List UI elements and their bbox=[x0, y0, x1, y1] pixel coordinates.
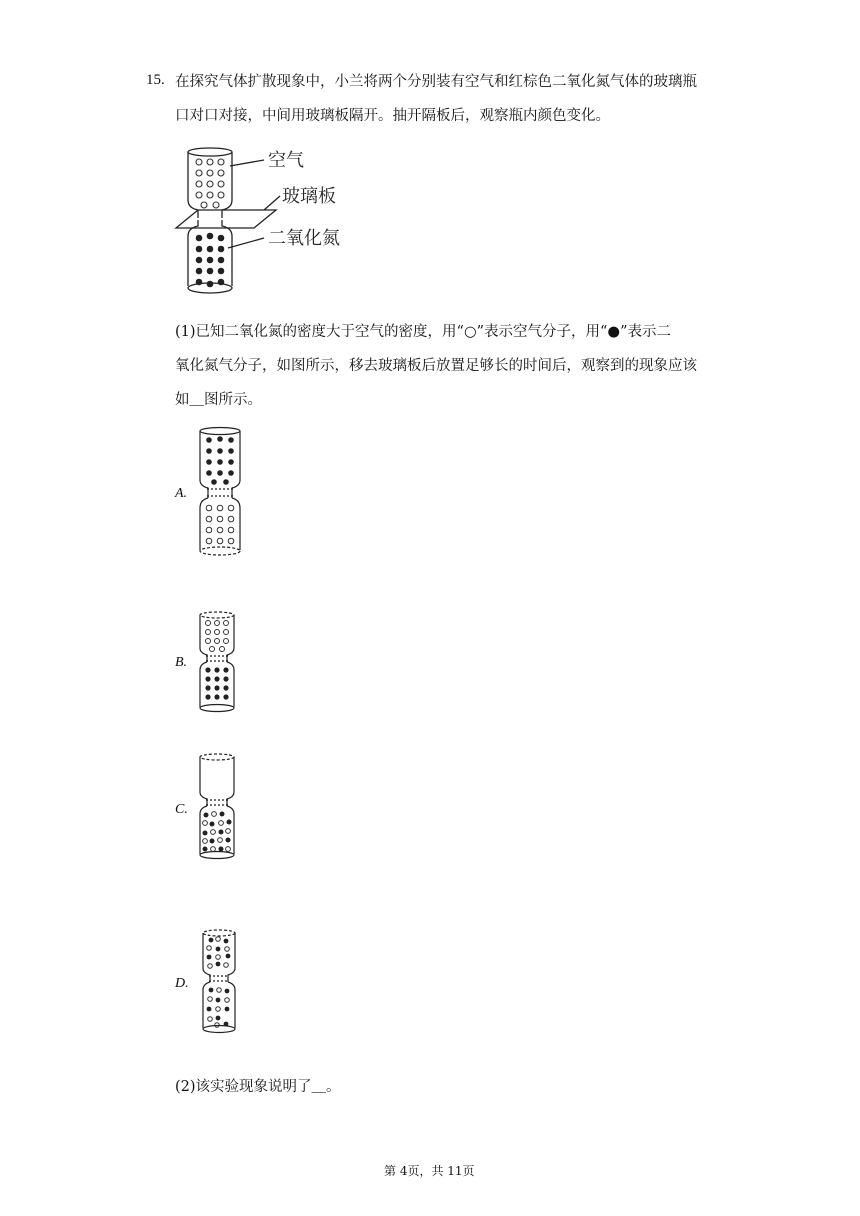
label-glass-plate: 玻璃板 bbox=[282, 186, 336, 207]
question-stem-line-2: 口对口对接，中间用玻璃板隔开。抽开隔板后，观察瓶内颜色变化。 bbox=[175, 108, 610, 124]
question-number: 15. bbox=[146, 72, 165, 88]
option-d-figure bbox=[196, 928, 242, 1036]
question-stem-line-1: 在探究气体扩散现象中，小兰将两个分别装有空气和红棕色二氧化氮气体的玻璃瓶 bbox=[175, 74, 697, 90]
option-b-figure bbox=[194, 610, 240, 714]
option-c-label: C. bbox=[175, 802, 188, 817]
part2-line: (2)该实验现象说明了＿。 bbox=[175, 1079, 341, 1095]
option-a-figure bbox=[194, 426, 246, 558]
label-no2: 二氧化氮 bbox=[268, 228, 340, 249]
part1-line-3: 如＿图所示。 bbox=[175, 392, 262, 408]
part1-line-1: (1)已知二氧化氮的密度大于空气的密度，用“○”表示空气分子，用“●”表示二 bbox=[175, 324, 671, 340]
setup-figure bbox=[168, 140, 368, 302]
option-c-figure bbox=[194, 752, 240, 862]
option-a-label: A. bbox=[175, 486, 188, 501]
option-d-label: D. bbox=[175, 976, 189, 991]
part1-line-2: 氧化氮气分子，如图所示，移去玻璃板后放置足够长的时间后，观察到的现象应该 bbox=[175, 358, 697, 374]
page-footer: 第 4页，共 11页 bbox=[384, 1164, 475, 1178]
label-air: 空气 bbox=[268, 150, 304, 171]
option-b-label: B. bbox=[175, 655, 188, 670]
